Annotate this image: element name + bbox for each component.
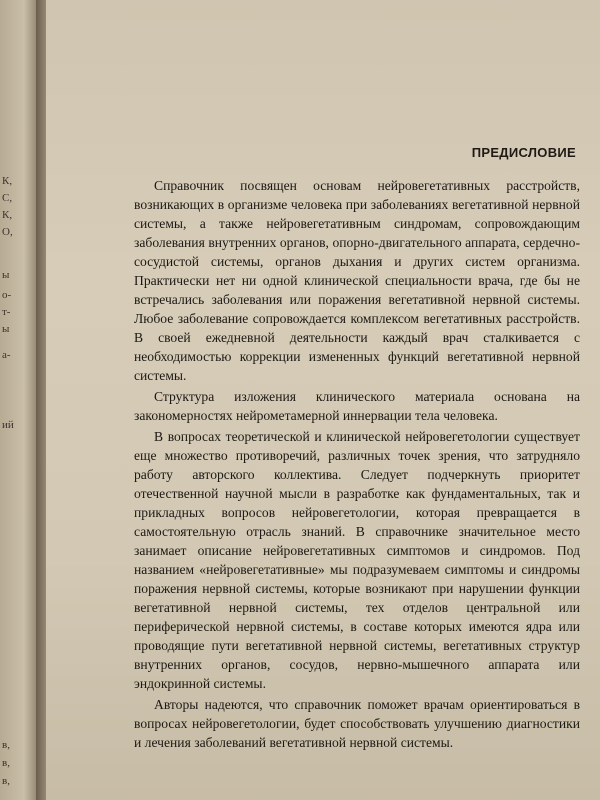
left-fragment: в, [2, 739, 10, 751]
paragraph: Структура изложения клинического материала основана на закономерностях нейрометамерной иннервации тела человека. [134, 389, 580, 423]
left-fragment: в, [2, 775, 10, 787]
left-fragment: С, [2, 192, 13, 204]
page-body [134, 176, 580, 754]
left-fragment: ий [2, 419, 14, 431]
left-fragment: т- [2, 306, 11, 318]
paragraph: Справочник посвящен основам нейровегетативных расстройств, возникающих в организме человека при заболеваниях вегетативной нервной системы, а также нейровегетативным синдромам, сопровождающим заболевания внутренних органов, опорно-двигательного аппарата, сердечно-сосудистой системы, органов дыхания и других систем организма. Практически нет ни одной клинической специальности врача, где бы не встречались заболевания или поражения вегетативной нервной системы. Любое заболевание сопровождается комплексом вегетативных расстройств. В своей ежедневной деятельности каждый врач сталкивается с необходимостью коррекции измененных функций вегетативной нервной системы. [134, 178, 580, 383]
bleed-through-shadow [346, 92, 586, 107]
left-fragment: О, [2, 226, 13, 238]
left-fragment: ы [2, 269, 10, 281]
left-fragment: а- [2, 349, 11, 361]
left-fragment: ы [2, 323, 10, 335]
left-fragment: К, [2, 209, 13, 221]
left-fragment: в, [2, 757, 10, 769]
page-heading: ПРЕДИСЛОВИЕ [471, 145, 576, 160]
paragraph: Авторы надеются, что справочник поможет врачам ориентироваться в вопросах нейровегетологии, будет способствовать улучшению диагностики и лечения заболеваний вегетативной нервной системы. [134, 697, 580, 750]
left-fragment: К, [2, 175, 13, 187]
left-facing-page [0, 0, 40, 800]
paragraph: В вопросах теоретической и клинической нейровегетологии существует еще множество противоречий, различных точек зрения, что затрудняло работу авторского коллектива. Следует подчеркнуть приоритет отечественной научной мысли в разработке как фундаментальных, так и прикладных вопросов нейровегетологии, которая превращается в самостоятельную отрасль знаний. В справочнике значительное место занимает описание нейровегетативных симптомов и синдромов. Под названием «нейровегетативные» мы подразумеваем симптомы и синдромы поражения нервной системы, которые возникают при нарушении функции вегетативной нервной системы, тех отделов центральной или периферической нервной системы, в составе которых имеются ядра или проводящие пути вегетативной нервной системы, вегетативных структур внутренних органов, сосудов, нервно-мышечного аппарата или эндокринной системы. [134, 429, 580, 691]
left-fragment: о- [2, 289, 12, 301]
document-page [46, 0, 600, 800]
